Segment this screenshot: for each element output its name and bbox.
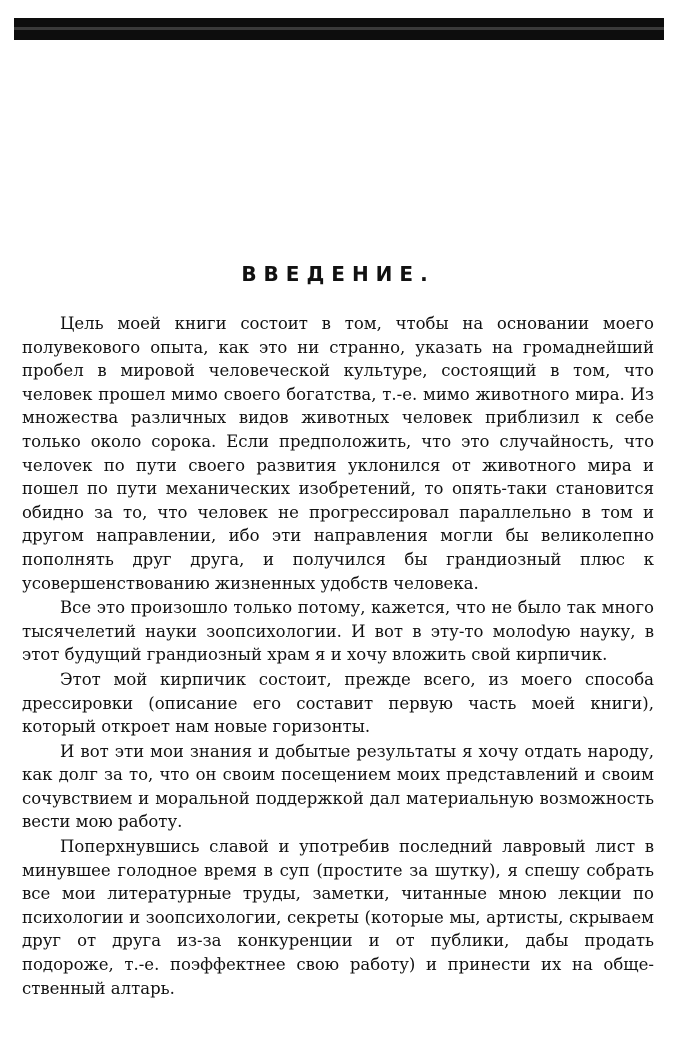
paragraph: Этот мой кирпичик состоит, прежде всего, из моего способа дрессировки (описание его составит первую часть моей книги), который откроет нам новые горизонты.	[22, 669, 654, 737]
page-title: ВВЕДЕНИЕ.	[241, 262, 435, 286]
body-text	[22, 312, 654, 1000]
paragraph: Все это произошло только потому, кажется, что не было так много тысячелетий науки зоопсихологии. И вот в эту-то молоdую науку, в этот будущий грандиозный храм я и хочу вложить свой кирпичик.	[22, 598, 654, 665]
paragraph: И вот эти мои знания и добытые результаты я хочу отдать народу, как долг за то, что он своим посещением моих представлений и своим сочувствием и моральной поддержкой дал материальную возможность вести мою работу.	[22, 741, 654, 832]
top-rule	[14, 18, 664, 40]
paragraph: Поперхнувшись славой и употребив последний лавровый лист в минувшее голодное время в суп (простите за шутку), я спешу собрать все мои литературные труды, заметки, читанные мною лекции по психологии и зоопсихологии, секреты (которые мы, артисты, скрываем друг от друга из-за конкуренции и от публики, дабы продать подороже, т.-е. поэффектнее свою работу) и принести их на общественный алтарь.	[22, 837, 654, 998]
paragraph: Цель моей книги состоит в том, чтобы на основании моего полувекового опыта, как это ни странно, указать на громаднейший пробел в мировой человеческой культуре, состоящий в том, что человек прошел мимо своего богатства, т.-е. мимо животного мира. Из множества различных видов животных человек приблизил к себе только около сорока. Если предположить, что это случайность, что челоvек по пути своего развития уклонился от животного мира и пошел по пути механических изобретений, то опять-таки становится обидно за то, что человек не прогрессировал параллельно в том и другом направлении, ибо эти направления могли бы великолепно пополнять друг друга, и получился бы грандиозный плюс к усовершенствованию жизненных удобств человека.	[22, 314, 654, 593]
